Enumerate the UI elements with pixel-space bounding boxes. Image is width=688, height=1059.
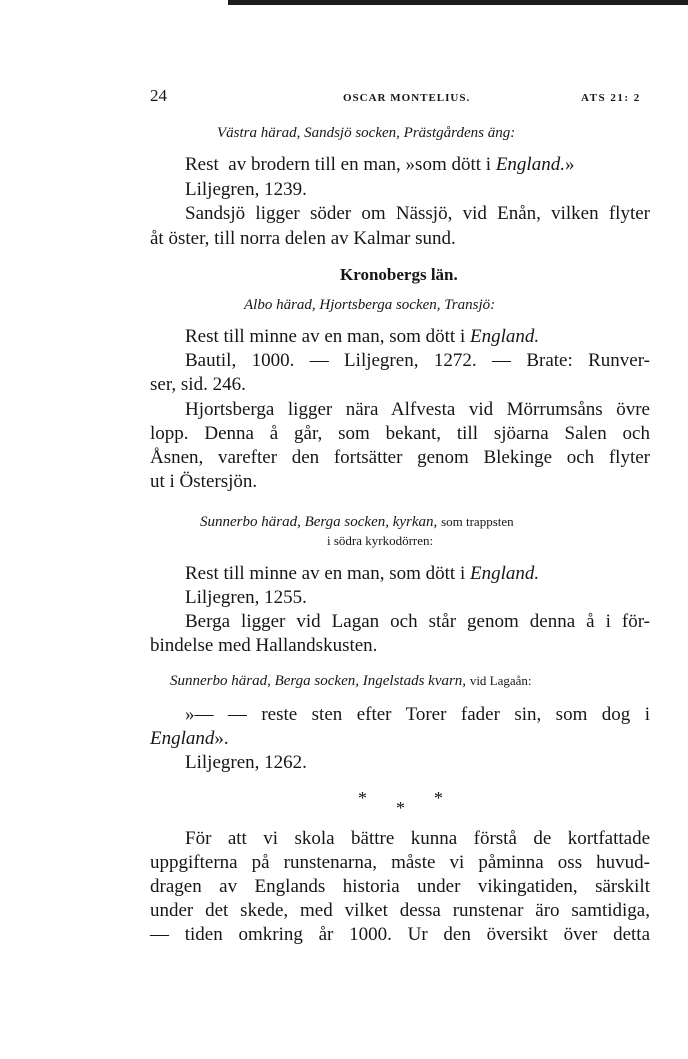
text-line: [185, 563, 539, 585]
asterisk: *: [396, 798, 405, 818]
text-line: Åsnen, varefter den fortsätter genom Blekinge och flyter: [150, 447, 650, 468]
text-line: dragen av Englands historia under vikingatiden, särskilt: [150, 876, 650, 897]
caption-roman: som trappsten: [441, 514, 514, 529]
text-line: Sandsjö ligger söder om Nässjö, vid Enån, vilken flyter: [185, 203, 650, 224]
asterisk: *: [434, 788, 443, 808]
text-fragment: Rest av brodern till en man, »som dött i: [185, 154, 496, 175]
text-fragment: »: [564, 154, 575, 175]
text-line: [150, 728, 229, 750]
text-line: uppgifterna på runstenarna, måste vi påminna oss huvud-: [150, 852, 650, 873]
text-line: under det skede, med vilket dessa runstenar äro samtidiga,: [150, 900, 650, 921]
top-edge-rule: [228, 0, 688, 5]
section-caption: [200, 513, 514, 531]
caption-roman: i södra kyrkodörren:: [327, 533, 434, 548]
text-line: lopp. Denna å går, som bekant, till sjöarna Salen och: [150, 423, 650, 444]
text-line: Bautil, 1000. — Liljegren, 1272. — Brate: Runver-: [185, 350, 650, 371]
asterism-divider: [340, 788, 460, 828]
text-line: bindelse med Hallandskusten.: [150, 635, 378, 656]
text-line: Hjortsberga ligger nära Alfvesta vid Mörrumsåns övre: [185, 399, 650, 420]
section-caption-line2: [327, 532, 433, 550]
text-fragment: ».: [214, 728, 229, 749]
text-line: ut i Östersjön.: [150, 471, 258, 492]
running-title: OSCAR MONTELIUS.: [343, 92, 471, 104]
section-heading: Kronobergs län.: [340, 265, 458, 284]
text-line: åt öster, till norra delen av Kalmar sund.: [150, 228, 456, 249]
text-fragment: Rest till minne av en man, som dött i: [185, 563, 470, 584]
text-line: — tiden omkring år 1000. Ur den översikt över detta: [150, 924, 650, 945]
text-line: Liljegren, 1262.: [185, 752, 307, 773]
italic-word: England.: [495, 154, 565, 175]
asterisk: *: [358, 788, 367, 808]
section-caption: Västra härad, Sandsjö socken, Prästgårdens äng:: [217, 125, 516, 141]
text-line: [185, 326, 539, 348]
caption-roman: vid Lagaån:: [469, 673, 532, 688]
italic-word: England.: [469, 563, 540, 584]
text-line: För att vi skola bättre kunna förstå de kortfattade: [185, 828, 650, 849]
section-caption: Albo härad, Hjortsberga socken, Transjö:: [244, 297, 496, 313]
caption-italic: Sunnerbo härad, Berga socken, Ingelstads kvarn,: [170, 673, 467, 689]
section-caption: [170, 672, 532, 690]
journal-reference: ATS 21: 2: [581, 92, 641, 104]
text-line: »— — reste sten efter Torer fader sin, som dog i: [185, 704, 650, 725]
page-number: 24: [150, 86, 167, 105]
italic-word: England: [150, 728, 215, 749]
text-line: ser, sid. 246.: [150, 374, 246, 395]
italic-word: England.: [469, 326, 540, 347]
text-fragment: Rest till minne av en man, som dött i: [185, 326, 470, 347]
text-line: Berga ligger vid Lagan och står genom denna å i för-: [185, 611, 650, 632]
text-line: Liljegren, 1239.: [185, 179, 307, 200]
text-line: [185, 154, 650, 176]
text-line: Liljegren, 1255.: [185, 587, 307, 608]
caption-italic: Sunnerbo härad, Berga socken, kyrkan,: [200, 514, 438, 530]
